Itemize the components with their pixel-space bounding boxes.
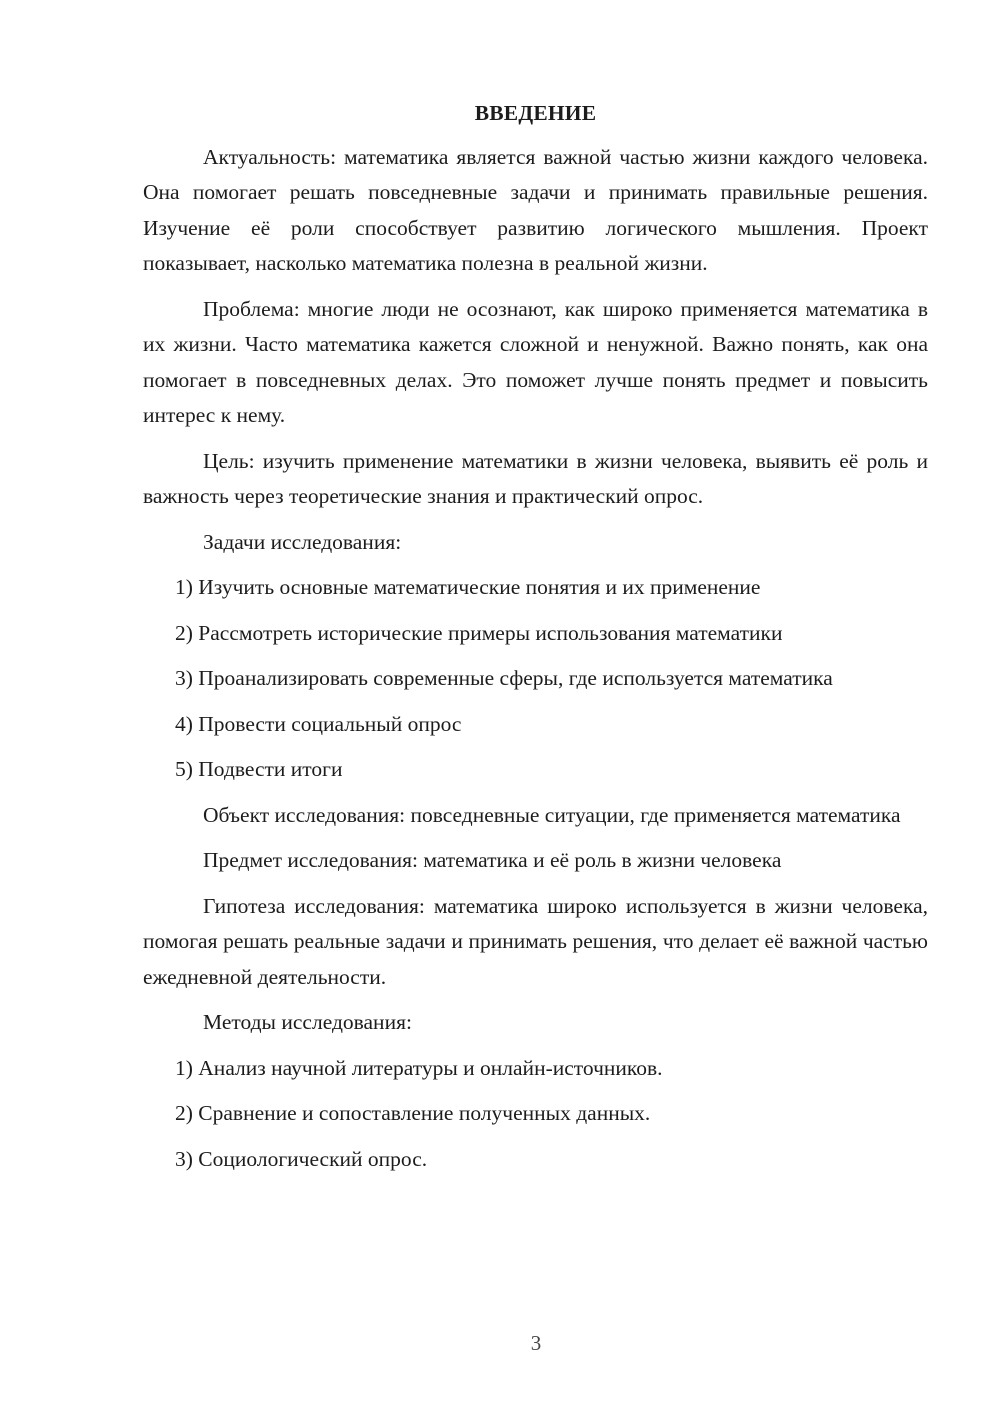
- tasks-heading: Задачи исследования:: [203, 529, 402, 554]
- task-item: 4) Провести социальный опрос: [175, 711, 462, 736]
- relevance-paragraph: Актуальность: математика является важной частью жизни каждого человека. Она помогает решать повседневные задачи и принимать правильные решения. Изучение её роли способствует развитию логического мышления. Проект показывает, насколько математика полезна в реальной жизни.: [143, 144, 928, 275]
- page-number: 3: [530, 1331, 542, 1355]
- task-item: 2) Рассмотреть исторические примеры использования математики: [175, 620, 783, 645]
- section-title: ВВЕДЕНИЕ: [474, 101, 597, 125]
- task-item: 3) Проанализировать современные сферы, где используется математика: [175, 666, 833, 690]
- method-item: 1) Анализ научной литературы и онлайн-источников.: [175, 1055, 663, 1080]
- goal-paragraph: Цель: изучить применение математики в жизни человека, выявить её роль и важность через теоретические знания и практический опрос.: [143, 448, 928, 508]
- task-item: 5) Подвести итоги: [175, 757, 343, 781]
- subject-paragraph: Предмет исследования: математика и её роль в жизни человека: [203, 848, 782, 872]
- method-item: 2) Сравнение и сопоставление полученных данных.: [175, 1101, 651, 1125]
- object-paragraph: Объект исследования: повседневные ситуации, где применяется математика: [203, 802, 901, 827]
- method-item: 3) Социологический опрос.: [175, 1146, 428, 1171]
- task-item: 1) Изучить основные математические понятия и их применение: [175, 575, 761, 599]
- hypothesis-paragraph: Гипотеза исследования: математика широко используется в жизни человека, помогая решать реальные задачи и принимать решения, что делает её важной частью ежедневной деятельности.: [143, 893, 928, 989]
- problem-paragraph: Проблема: многие люди не осознают, как широко применяется математика в их жизни. Часто математика кажется сложной и ненужной. Важно понять, как она помогает в повседневных делах. Это поможет лучше понять предмет и повысить интерес к нему.: [143, 296, 928, 427]
- methods-heading: Методы исследования:: [203, 1010, 412, 1034]
- page-content: [143, 96, 928, 1187]
